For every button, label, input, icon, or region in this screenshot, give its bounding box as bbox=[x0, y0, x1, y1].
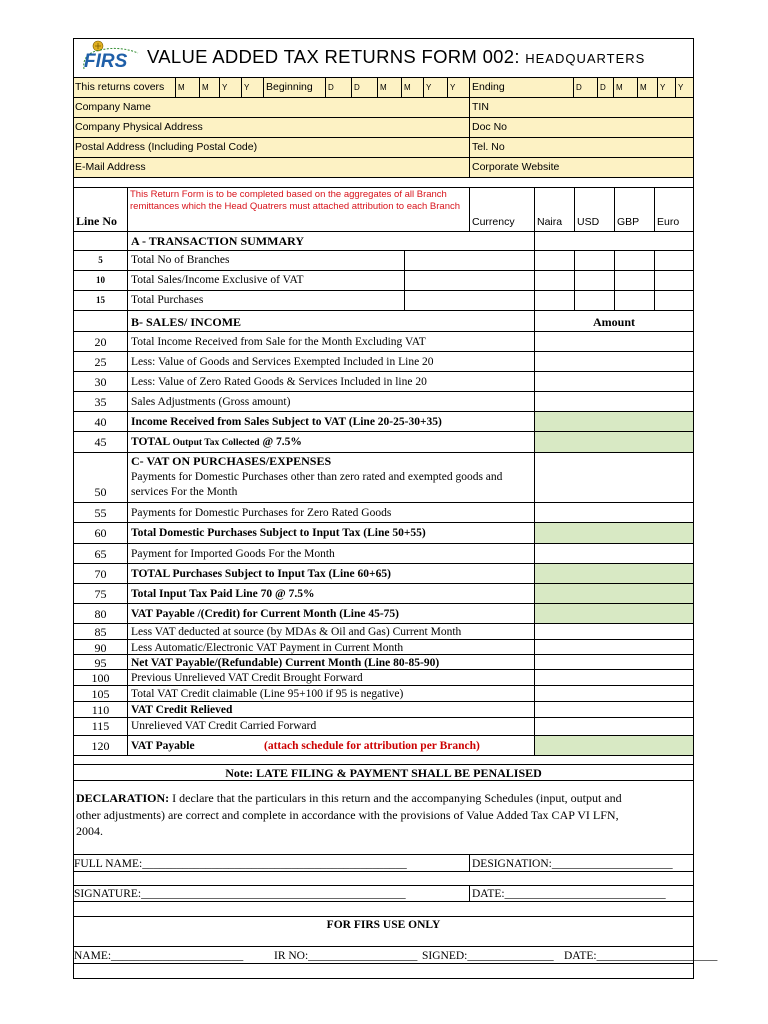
table-row bbox=[74, 583, 693, 603]
table-row bbox=[74, 639, 693, 654]
table-row bbox=[74, 522, 693, 543]
table-row bbox=[74, 563, 693, 583]
section-a-title: A - TRANSACTION SUMMARY bbox=[131, 234, 305, 248]
firs-logo-mark bbox=[78, 39, 146, 71]
period-month-cell[interactable]: M bbox=[175, 78, 199, 97]
gbp-cell[interactable] bbox=[614, 251, 654, 270]
amount-cell[interactable] bbox=[534, 352, 693, 371]
beginning-label: Beginning bbox=[263, 78, 325, 97]
tel-no-field[interactable]: Tel. No bbox=[469, 138, 693, 157]
amount-cell[interactable] bbox=[404, 291, 534, 310]
ending-year-cell[interactable]: Y bbox=[675, 78, 693, 97]
amount-header: Amount bbox=[534, 311, 693, 331]
table-row bbox=[74, 717, 693, 735]
usd-cell[interactable] bbox=[574, 271, 614, 290]
line-description: TOTAL Purchases Subject to Input Tax (Line 60+65) bbox=[131, 568, 391, 580]
date-field[interactable]: DATE:____________________________ bbox=[469, 886, 693, 901]
line-description: Less VAT deducted at source (by MDAs & Oil and Gas) Current Month bbox=[131, 626, 462, 638]
computed-amount-cell bbox=[534, 564, 693, 583]
form-title-main: VALUE ADDED TAX RETURNS FORM 002: bbox=[147, 46, 526, 67]
email-row bbox=[74, 157, 693, 178]
amount-cell[interactable] bbox=[404, 271, 534, 290]
desc-part: @ 7.5% bbox=[259, 436, 302, 448]
line-number: 35 bbox=[74, 392, 128, 411]
declaration-line: other adjustments) are correct and complete in accordance with the provisions of Value Added Tax CAP VI LFN, bbox=[76, 807, 619, 822]
postal-address-field[interactable]: Postal Address (Including Postal Code) bbox=[75, 141, 258, 153]
line-description: VAT Credit Relieved bbox=[131, 704, 233, 716]
amount-cell[interactable] bbox=[534, 670, 693, 685]
ending-month-cell[interactable]: M bbox=[613, 78, 637, 97]
line-number: 55 bbox=[74, 503, 128, 522]
line-description: Total Income Received from Sale for the Month Excluding VAT bbox=[131, 336, 426, 348]
amount-cell[interactable] bbox=[534, 624, 693, 639]
line-no-header: Line No bbox=[74, 188, 128, 231]
firs-logo bbox=[78, 39, 146, 73]
line-number: 115 bbox=[74, 718, 128, 735]
firs-use-only-label: FOR FIRS USE ONLY bbox=[74, 916, 693, 933]
line-number: 105 bbox=[74, 686, 128, 701]
currency-header: Currency bbox=[469, 188, 534, 231]
line-number: 40 bbox=[74, 412, 128, 431]
table-row bbox=[74, 543, 693, 563]
computed-amount-cell bbox=[534, 604, 693, 623]
attach-schedule-note: (attach schedule for attribution per Branch) bbox=[264, 740, 480, 752]
section-c-header bbox=[74, 452, 693, 469]
usd-cell[interactable] bbox=[574, 291, 614, 310]
company-address-row bbox=[74, 117, 693, 137]
signed-field[interactable]: SIGNED:_______________ bbox=[422, 950, 554, 962]
desc-part: TOTAL bbox=[131, 436, 173, 448]
firs-official-row bbox=[74, 946, 718, 964]
line-no-blank bbox=[74, 311, 128, 331]
line-description bbox=[131, 469, 533, 502]
section-b-header bbox=[74, 310, 693, 331]
usd-cell[interactable] bbox=[574, 251, 614, 270]
line-number: 70 bbox=[74, 564, 128, 583]
table-row bbox=[74, 331, 693, 351]
line-number: 30 bbox=[74, 372, 128, 391]
period-year-cell[interactable]: Y bbox=[219, 78, 241, 97]
line-number: 90 bbox=[74, 640, 128, 654]
line-no-blank bbox=[74, 453, 128, 469]
line-description: Payments for Domestic Purchases for Zero Rated Goods bbox=[131, 507, 392, 519]
line-number: 75 bbox=[74, 584, 128, 603]
section-b-title: B- SALES/ INCOME bbox=[131, 315, 242, 329]
website-field[interactable]: Corporate Website bbox=[469, 158, 693, 177]
table-row bbox=[74, 371, 693, 391]
tin-field[interactable]: TIN bbox=[469, 98, 693, 117]
table-row bbox=[74, 654, 693, 669]
amount-cell[interactable] bbox=[534, 686, 693, 701]
line-description: Total Domestic Purchases Subject to Input Tax (Line 50+55) bbox=[131, 527, 426, 539]
computed-amount-cell bbox=[534, 736, 693, 755]
beginning-day-cell[interactable]: D bbox=[351, 78, 377, 97]
line-description: VAT Payable bbox=[131, 740, 195, 752]
table-row bbox=[74, 250, 693, 270]
beginning-year-cell[interactable]: Y bbox=[423, 78, 447, 97]
beginning-day-cell[interactable]: D bbox=[325, 78, 351, 97]
signature-row bbox=[74, 885, 693, 902]
line-number: 85 bbox=[74, 624, 128, 639]
company-address-field[interactable]: Company Physical Address bbox=[75, 121, 203, 133]
line-number: 80 bbox=[74, 604, 128, 623]
euro-header: Euro bbox=[654, 188, 693, 231]
declaration-text: I declare that the particulars in this return and the accompanying Schedules (input, output and bbox=[169, 791, 622, 805]
amount-cell[interactable] bbox=[534, 640, 693, 654]
table-row bbox=[74, 669, 693, 685]
amount-cell[interactable] bbox=[534, 655, 693, 669]
line-number: 100 bbox=[74, 670, 128, 685]
naira-header: Naira bbox=[534, 188, 574, 231]
line-description: Less Automatic/Electronic VAT Payment in Current Month bbox=[131, 642, 404, 654]
computed-amount-cell bbox=[534, 412, 693, 431]
table-header-row bbox=[74, 187, 693, 231]
signature-field[interactable]: SIGNATURE:______________________________________________ bbox=[74, 888, 406, 900]
section-a-currency-blank bbox=[534, 232, 693, 250]
line-number: 110 bbox=[74, 702, 128, 717]
period-month-cell[interactable]: M bbox=[199, 78, 219, 97]
computed-amount-cell bbox=[534, 523, 693, 543]
table-row bbox=[74, 270, 693, 290]
instruction-text: This Return Form is to be completed based on the aggregates of all Branch remittances which the Head Quatrers must attached attribution to each Branch bbox=[130, 189, 461, 212]
official-name-field[interactable]: NAME:_______________________ bbox=[74, 950, 244, 962]
amount-cell[interactable] bbox=[534, 544, 693, 563]
line-number: 5 bbox=[74, 251, 128, 270]
full-name-row bbox=[74, 854, 693, 872]
table-row bbox=[74, 701, 693, 717]
amount-cell[interactable] bbox=[534, 332, 693, 351]
line-description: Total VAT Credit claimable (Line 95+100 if 95 is negative) bbox=[131, 688, 404, 700]
beginning-month-cell[interactable]: M bbox=[401, 78, 423, 97]
euro-cell[interactable] bbox=[654, 251, 693, 270]
line-description: Total Purchases bbox=[131, 294, 204, 306]
section-a-header bbox=[74, 231, 693, 250]
form-title-sub: HEADQUARTERS bbox=[525, 51, 646, 66]
line-number: 45 bbox=[74, 432, 128, 452]
period-year-cell[interactable]: Y bbox=[241, 78, 263, 97]
gbp-header: GBP bbox=[614, 188, 654, 231]
line-number: 10 bbox=[74, 271, 128, 290]
table-row bbox=[74, 351, 693, 371]
postal-address-row bbox=[74, 137, 693, 157]
line-description: Unrelieved VAT Credit Carried Forward bbox=[131, 720, 317, 732]
naira-cell[interactable] bbox=[534, 291, 574, 310]
designation-field[interactable]: DESIGNATION:_____________________ bbox=[469, 855, 693, 871]
period-covers-label: This returns covers bbox=[75, 81, 165, 93]
amount-cell[interactable] bbox=[534, 469, 693, 502]
ending-year-cell[interactable]: Y bbox=[657, 78, 675, 97]
line-number: 65 bbox=[74, 544, 128, 563]
beginning-year-cell[interactable]: Y bbox=[447, 78, 469, 97]
amount-cell[interactable] bbox=[534, 718, 693, 735]
line-number: 25 bbox=[74, 352, 128, 371]
computed-amount-cell bbox=[534, 584, 693, 603]
late-filing-note: Note: LATE FILING & PAYMENT SHALL BE PENALISED bbox=[74, 764, 693, 781]
beginning-month-cell[interactable]: M bbox=[377, 78, 401, 97]
ending-month-cell[interactable]: M bbox=[637, 78, 657, 97]
gbp-cell[interactable] bbox=[614, 271, 654, 290]
line-description: Total Input Tax Paid Line 70 @ 7.5% bbox=[131, 588, 315, 600]
company-name-row bbox=[74, 97, 693, 117]
doc-no-field[interactable]: Doc No bbox=[469, 118, 693, 137]
line-description bbox=[131, 432, 533, 452]
table-row bbox=[74, 685, 693, 701]
line-description: Sales Adjustments (Gross amount) bbox=[131, 396, 291, 408]
company-name-field[interactable]: Company Name bbox=[75, 101, 151, 113]
line-description: Total Sales/Income Exclusive of VAT bbox=[131, 274, 304, 286]
vat-return-form bbox=[73, 38, 718, 979]
line-description: Total No of Branches bbox=[131, 254, 230, 266]
euro-cell[interactable] bbox=[654, 291, 693, 310]
form-title bbox=[147, 39, 692, 73]
desc-part: Output Tax Collected bbox=[172, 438, 260, 448]
table-row bbox=[74, 735, 693, 756]
declaration-line: 2004. bbox=[76, 824, 103, 838]
line-number: 50 bbox=[74, 469, 128, 502]
section-c-title: C- VAT ON PURCHASES/EXPENSES bbox=[131, 454, 332, 468]
table-row bbox=[74, 411, 693, 431]
ending-day-cell[interactable]: D bbox=[573, 78, 597, 97]
table-row bbox=[74, 603, 693, 623]
declaration-label: DECLARATION: bbox=[76, 791, 170, 805]
amount-cell[interactable] bbox=[534, 702, 693, 717]
line-description: Payment for Imported Goods For the Month bbox=[131, 548, 335, 560]
usd-header: USD bbox=[574, 188, 614, 231]
line-description: Less: Value of Goods and Services Exempted Included in Line 20 bbox=[131, 356, 434, 368]
line-description: VAT Payable /(Credit) for Current Month (Line 45-75) bbox=[131, 608, 399, 620]
line-number: 95 bbox=[74, 655, 128, 669]
declaration-line bbox=[76, 790, 693, 807]
email-field[interactable]: E-Mail Address bbox=[75, 161, 146, 173]
official-date-field[interactable]: DATE:_____________________ bbox=[564, 950, 718, 962]
line-number: 120 bbox=[74, 736, 128, 755]
amount-cell[interactable] bbox=[534, 503, 693, 522]
full-name-field[interactable]: FULL NAME:______________________________________________ bbox=[74, 858, 407, 870]
line-no-blank bbox=[74, 232, 128, 250]
svg-text:FIRS: FIRS bbox=[84, 51, 128, 72]
ending-label: Ending bbox=[469, 78, 573, 97]
form-header bbox=[74, 39, 693, 73]
line-number: 15 bbox=[74, 291, 128, 310]
computed-amount-cell bbox=[534, 432, 693, 452]
declaration bbox=[74, 790, 693, 842]
amount-cell[interactable] bbox=[404, 251, 534, 270]
ir-no-field[interactable]: IR NO:___________________ bbox=[274, 950, 418, 962]
table-row bbox=[74, 502, 693, 522]
table-row bbox=[74, 469, 693, 502]
table-row bbox=[74, 290, 693, 310]
amount-cell[interactable] bbox=[534, 392, 693, 411]
desc-line: services For the Month bbox=[131, 486, 238, 498]
table-row bbox=[74, 431, 693, 452]
section-c-amount-blank bbox=[534, 453, 693, 469]
naira-cell[interactable] bbox=[534, 271, 574, 290]
line-description: Previous Unrelieved VAT Credit Brought Forward bbox=[131, 672, 363, 684]
table-row bbox=[74, 623, 693, 639]
amount-cell[interactable] bbox=[534, 372, 693, 391]
line-number: 20 bbox=[74, 332, 128, 351]
euro-cell[interactable] bbox=[654, 271, 693, 290]
line-number: 60 bbox=[74, 523, 128, 543]
naira-cell[interactable] bbox=[534, 251, 574, 270]
line-description: Income Received from Sales Subject to VAT (Line 20-25-30+35) bbox=[131, 416, 442, 428]
line-description: Less: Value of Zero Rated Goods & Services Included in line 20 bbox=[131, 376, 427, 388]
period-row bbox=[74, 77, 693, 97]
gbp-cell[interactable] bbox=[614, 291, 654, 310]
ending-day-cell[interactable]: D bbox=[597, 78, 613, 97]
line-description: Net VAT Payable/(Refundable) Current Month (Line 80-85-90) bbox=[131, 657, 440, 669]
table-row bbox=[74, 391, 693, 411]
desc-line: Payments for Domestic Purchases other than zero rated and exempted goods and bbox=[131, 471, 503, 483]
